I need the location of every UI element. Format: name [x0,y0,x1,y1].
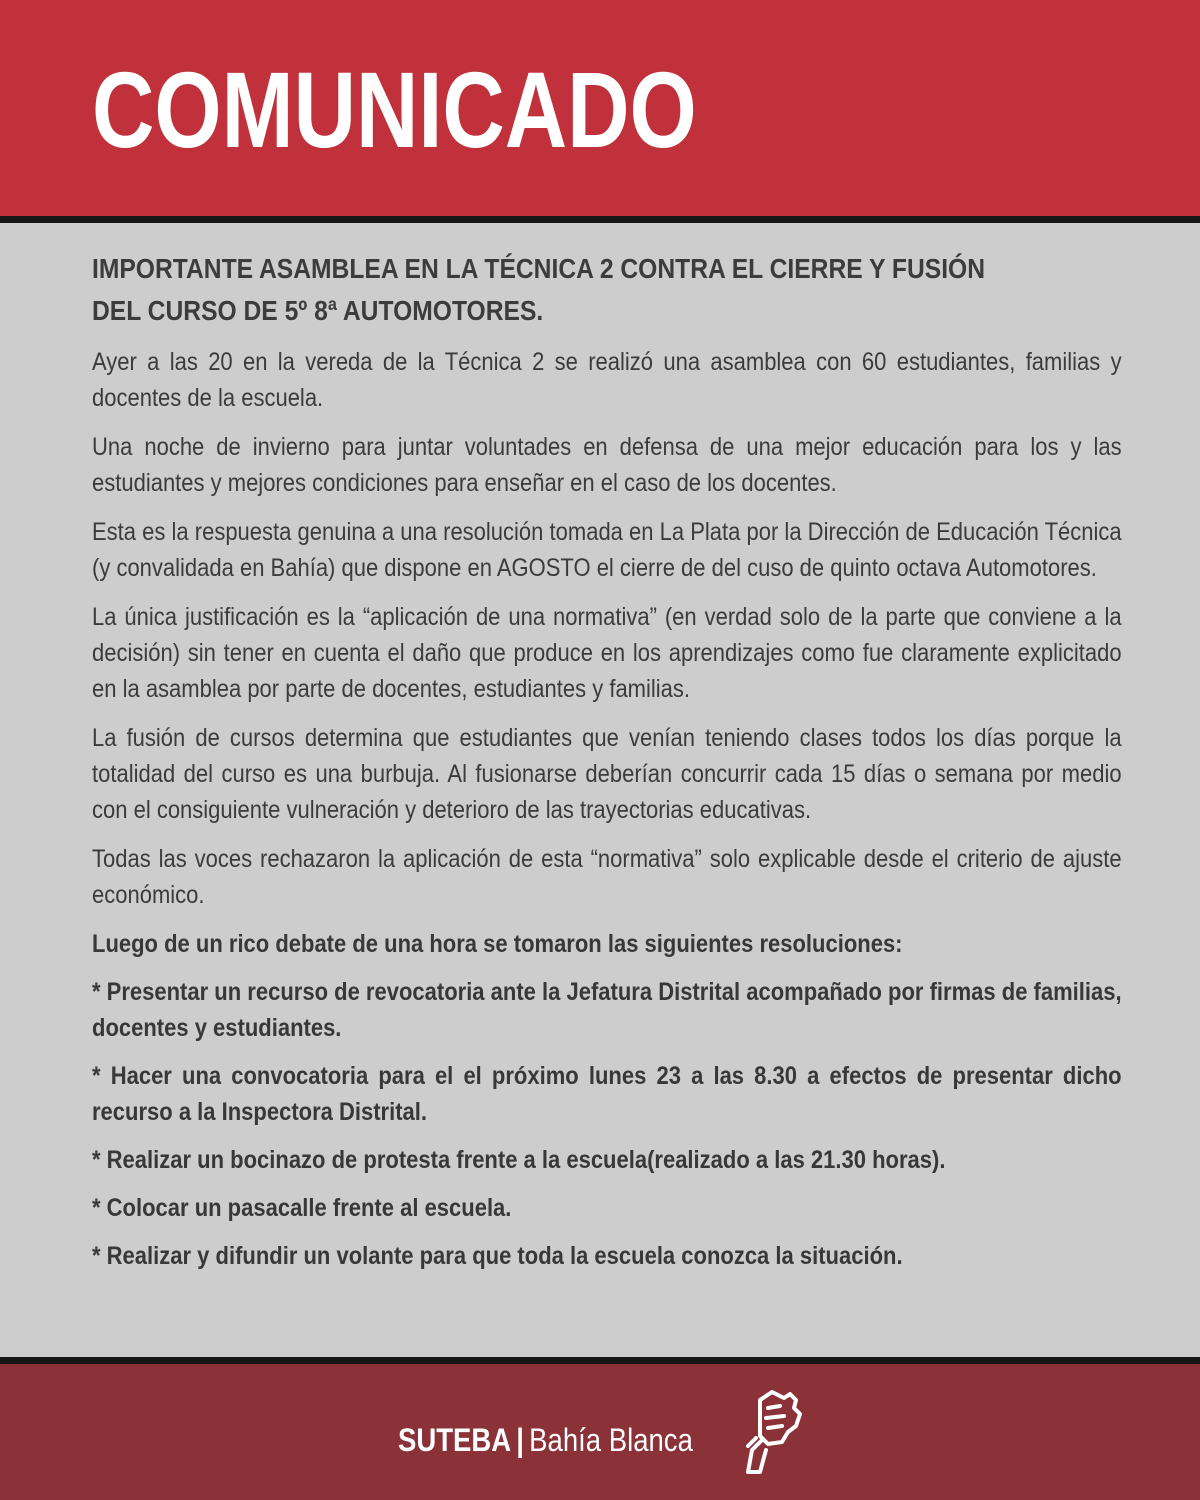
raised-fist-icon [738,1386,804,1476]
resolution-item-3: * Realizar un bocinazo de protesta frente a la escuela(realizado a las 21.30 horas). [92,1146,946,1174]
brand-separator: | [516,1422,525,1458]
resolution-item-1: * Presentar un recurso de revocatoria ante la Jefatura Distrital acompañado por firmas de familias, docentes y estudiantes. [92,978,1122,1042]
brand-location: Bahía Blanca [529,1422,693,1458]
page-title: COMUNICADO [92,49,697,170]
top-divider [0,216,1200,223]
resolution-item-5: * Realizar y difundir un volante para que toda la escuela conozca la situación. [92,1242,903,1270]
resolution-item-2: * Hacer una convocatoria para el el próximo lunes 23 a las 8.30 a efectos de presentar dicho recurso a la Inspectora Distrital. [92,1062,1122,1126]
paragraph-2: Una noche de invierno para juntar voluntades en defensa de una mejor educación para los y las estudiantes y mejores condiciones para enseñar en el caso de los docentes. [92,433,1122,497]
headline-line-1: IMPORTANTE ASAMBLEA EN LA TÉCNICA 2 CONTRA EL CIERRE Y FUSIÓN [92,253,986,284]
paragraph-6: Todas las voces rechazaron la aplicación de esta “normativa” solo explicable desde el criterio de ajuste económico. [92,845,1122,909]
paragraph-1: Ayer a las 20 en la vereda de la Técnica 2 se realizó una asamblea con 60 estudiantes, familias y docentes de la escuela. [92,348,1122,412]
brand-signature [398,1420,693,1460]
paragraph-4: La única justificación es la “aplicación de una normativa” (en verdad solo de la parte que conviene a la decisión) sin tener en cuenta el daño que produce en los aprendizajes como fue claramente explicitado en la asamblea por parte de docentes, estudiantes y familias. [92,603,1122,703]
brand-name: SUTEBA [398,1422,512,1458]
paragraph-3: Esta es la respuesta genuina a una resolución tomada en La Plata por la Dirección de Educación Técnica (y convalidada en Bahía) que dispone en AGOSTO el cierre de del cuso de quinto octava Automotores. [92,518,1122,582]
resolution-item-4: * Colocar un pasacalle frente al escuela. [92,1194,512,1222]
headline-line-2: DEL CURSO DE 5º 8ª AUTOMOTORES. [92,295,544,326]
footer-banner [0,1364,1200,1500]
header-banner [0,0,1200,216]
bottom-divider [0,1357,1200,1364]
paragraph-5: La fusión de cursos determina que estudiantes que venían teniendo clases todos los días porque la totalidad del curso es una burbuja. Al fusionarse deberían concurrir cada 15 días o semana por medio con el consiguiente vulneración y deterioro de las trayectorias educativas. [92,724,1122,824]
article-headline [92,248,1122,332]
resolutions-intro: Luego de un rico debate de una hora se tomaron las siguientes resoluciones: [92,930,903,958]
article-body [92,248,1122,1286]
